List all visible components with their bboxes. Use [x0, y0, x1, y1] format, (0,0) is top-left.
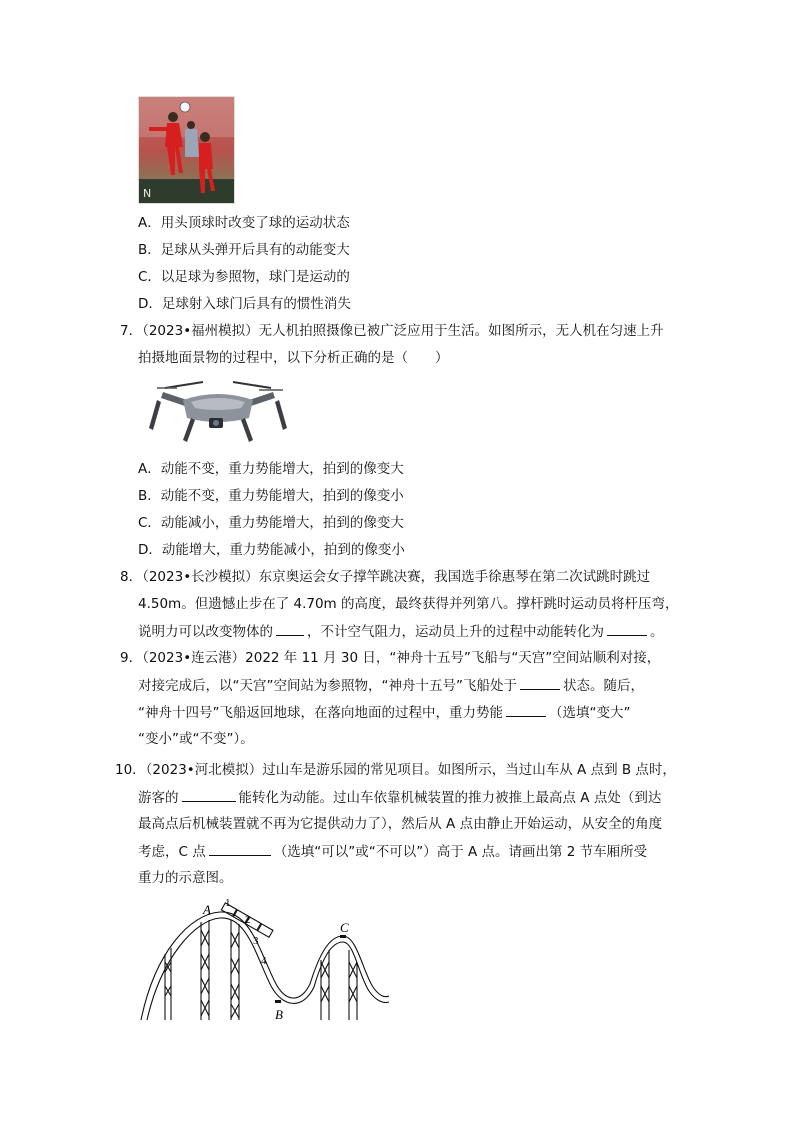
q10-stem-line1: 10．（2023•河北模拟）过山车是游乐园的常见项目。如图所示，当过山车从 A 点到 B 点时， — [115, 762, 676, 778]
car-number-1: 1 — [225, 897, 231, 909]
q9-text-b: 状态。随后， — [562, 678, 644, 694]
q6-option-c: C．以足球为参照物，球门是运动的 — [138, 269, 350, 285]
q7-option-c: C．动能减小，重力势能增大，拍到的像变大 — [138, 515, 404, 531]
soccer-players-image — [139, 97, 234, 203]
q8-stem-line2: 4.50m。但遗憾止步在了 4.70m 的高度，最终获得并列第八。撑杆跳时运动员将杆压弯， — [138, 596, 679, 612]
q9-stem-line2 — [138, 675, 644, 696]
q8-stem-line3 — [138, 621, 664, 642]
q9-blank-1[interactable] — [520, 675, 560, 690]
q9-stem-line4: “变小”或“不变”）。 — [138, 731, 254, 747]
point-a-label: A — [203, 902, 211, 917]
q6-option-d: D．足球射入球门后具有的惯性消失 — [138, 296, 351, 312]
car-number-4: 4 — [261, 955, 267, 967]
q10-stem-line5: 重力的示意图。 — [138, 870, 233, 886]
soccer-photo — [138, 96, 235, 204]
q7-option-a: A．动能不变，重力势能增大，拍到的像变大 — [138, 461, 404, 477]
q7-option-d: D．动能增大，重力势能减小，拍到的像变小 — [138, 542, 405, 558]
point-b-label: B — [275, 1007, 283, 1022]
car-number-3: 3 — [253, 935, 259, 947]
q10-blank-2[interactable] — [209, 841, 271, 856]
q10-blank-1[interactable] — [182, 787, 236, 802]
q8-text-c: 。 — [650, 624, 664, 640]
q9-stem-line1: 9．（2023•连云港）2022 年 11 月 30 日，“神舟十五号”飞船与“天宫”空间站顺利对接， — [120, 650, 661, 666]
q9-text-c: “神舟十四号”飞船返回地球，在落向地面的过程中，重力势能 — [138, 705, 503, 721]
q10-text-a: 游客的 — [138, 790, 179, 806]
q8-text-b: ，不计空气阻力，运动员上升的过程中动能转化为 — [307, 624, 604, 640]
q8-text-a: 说明力可以改变物体的 — [138, 624, 273, 640]
q8-blank-1[interactable] — [276, 621, 304, 636]
q8-stem-line1: 8．（2023•长沙模拟）东京奥运会女子撑竿跳决赛，我国选手徐惠琴在第二次试跳时跳过 — [120, 569, 651, 585]
q9-blank-2[interactable] — [506, 702, 546, 717]
q10-text-d: （选填“可以”或“不可以”）高于 A 点。请画出第 2 节车厢所受 — [273, 844, 648, 860]
q6-option-a: A．用头顶球时改变了球的运动状态 — [138, 215, 350, 231]
q10-text-b: 能转化为动能。过山车依靠机械装置的推力被推上最高点 A 点处（到达 — [238, 790, 662, 806]
q9-stem-line3 — [138, 702, 631, 723]
q6-option-b: B．足球从头弹开后具有的动能变大 — [138, 242, 350, 258]
q9-text-a: 对接完成后，以“天宫”空间站为参照物，“神舟十五号”飞船处于 — [138, 678, 517, 694]
q9-text-d: （选填“变大” — [549, 705, 631, 721]
drone-image — [143, 378, 293, 446]
q7-stem-line2: 拍摄地面景物的过程中，以下分析正确的是（ ） — [138, 350, 449, 366]
q7-stem-line1: 7．（2023•福州模拟）无人机拍照摄像已被广泛应用于生活。如图所示，无人机在匀速上升 — [120, 323, 664, 339]
q7-option-b: B．动能不变，重力势能增大，拍到的像变小 — [138, 488, 404, 504]
q10-stem-line3: 最高点后机械装置就不再为它提供动力了），然后从 A 点由静止开始运动，从安全的角度 — [138, 816, 663, 832]
q10-stem-line2 — [138, 787, 661, 808]
q8-blank-2[interactable] — [607, 621, 647, 636]
car-number-2: 2 — [245, 914, 251, 926]
q10-stem-line4 — [138, 841, 647, 862]
q10-text-c: 考虑，C 点 — [138, 844, 206, 860]
point-c-label: C — [340, 920, 349, 935]
svg-text:N: N — [143, 187, 152, 200]
roller-coaster-diagram — [135, 892, 395, 1027]
